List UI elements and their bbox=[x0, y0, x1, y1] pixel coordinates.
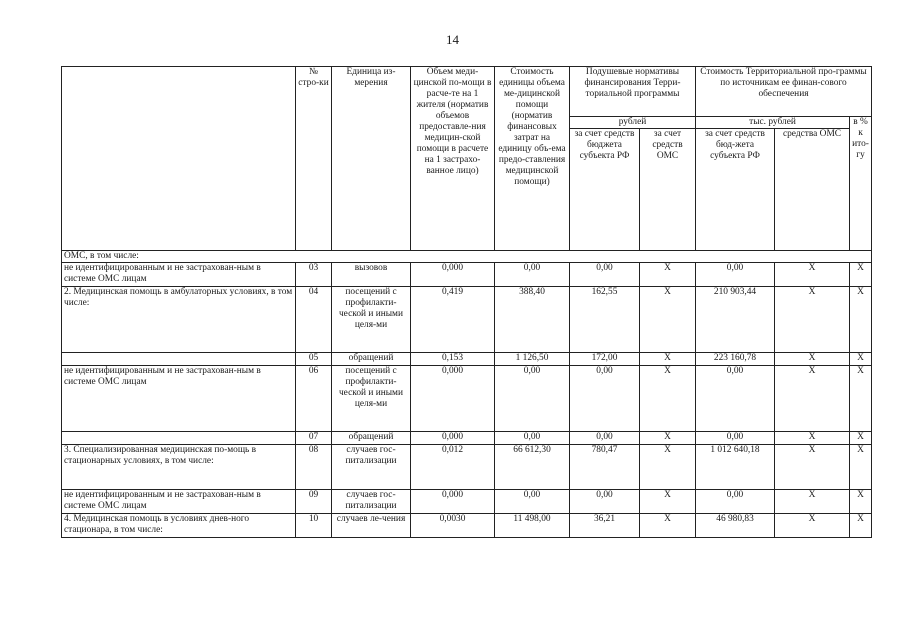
header-oms: за счет средств ОМС bbox=[640, 129, 696, 251]
header-unit-cost: Стоимость единицы объема ме-дицинской помощи (норматив финансовых затрат на единицу объ-ема предо-ставления медицинской помощи) bbox=[495, 67, 570, 251]
header-rubles: рублей bbox=[570, 117, 696, 129]
header-budget-rf: за счет средств бюджета субъекта РФ bbox=[570, 129, 640, 251]
table-row: 05 обращений 0,153 1 126,50 172,00 Х 223 160,78 Х Х bbox=[62, 353, 872, 366]
header-per-capita: Подушевые нормативы финансирования Терри-ториальной программы bbox=[570, 67, 696, 117]
header-program-cost: Стоимость Территориальной про-граммы по источникам ее финан-сового обеспечения bbox=[696, 67, 872, 117]
financing-table bbox=[61, 66, 872, 538]
header-thousand-rubles: тыс. рублей bbox=[696, 117, 850, 129]
header-unit: Единица из-мерения bbox=[332, 67, 411, 251]
header-volume: Объем меди-цинской по-мощи в расче-те на 1 жителя (норматив объемов предоставле-ния медицин-ской помощи в расчете на 1 застрахо-ванное лицо) bbox=[411, 67, 495, 251]
header-percent: в % к ито-гу bbox=[850, 117, 872, 251]
table-row: 4. Медицинская помощь в условиях днев-ного стационара, в том числе: 10 случаев ле-чения 0,0030 11 498,00 36,21 Х 46 980,83 Х Х bbox=[62, 514, 872, 538]
header-oms-total: средства ОМС bbox=[775, 129, 850, 251]
header-budget-rf-total: за счет средств бюд-жета субъекта РФ bbox=[696, 129, 775, 251]
table-row: не идентифицированным и не застрахован-ным в системе ОМС лицам 09 случаев гос-питализации 0,000 0,00 0,00 Х 0,00 Х Х bbox=[62, 490, 872, 514]
header-description-cell bbox=[62, 67, 296, 251]
table-row: не идентифицированным и не застрахован-ным в системе ОМС лицам 06 посещений с профилакти-ческой и иными целя-ми 0,000 0,00 0,00 Х 0,00 Х Х bbox=[62, 366, 872, 432]
section-row-oms: ОМС, в том числе: bbox=[62, 251, 872, 263]
table-row: 3. Специализированная медицинская по-мощь в стационарных условиях, в том числе: 08 случаев гос-питализации 0,012 66 612,30 780,47 Х 1 012 640,18 Х Х bbox=[62, 445, 872, 490]
table-row: 07 обращений 0,000 0,00 0,00 Х 0,00 Х Х bbox=[62, 432, 872, 445]
page-number: 14 bbox=[446, 32, 459, 47]
header-row-number: № стро-ки bbox=[296, 67, 332, 251]
table-row: не идентифицированным и не застрахован-ным в системе ОМС лицам 03 вызовов 0,000 0,00 0,00 Х 0,00 Х Х bbox=[62, 263, 872, 287]
table-row: 2. Медицинская помощь в амбулаторных условиях, в том числе: 04 посещений с профилакти-ческой и иными целя-ми 0,419 388,40 162,55 Х 210 903,44 Х Х bbox=[62, 287, 872, 353]
